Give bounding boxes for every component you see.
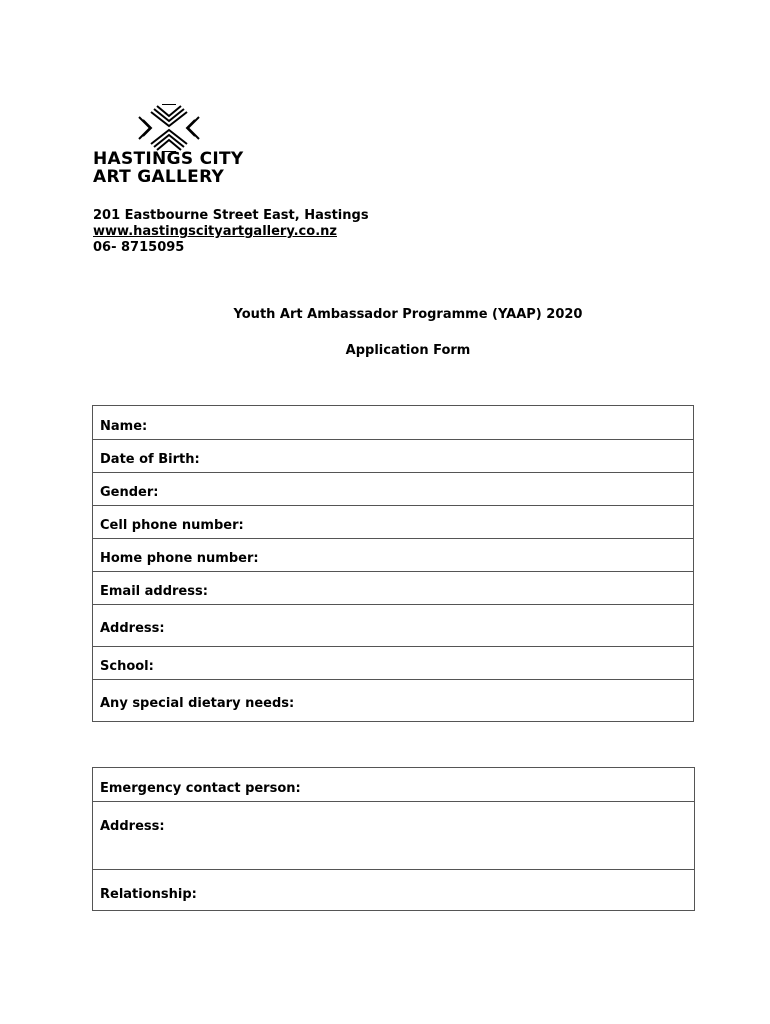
form-subtitle: Application Form <box>345 343 471 358</box>
form-title: Youth Art Ambassador Programme (YAAP) 2020 <box>233 307 583 322</box>
field-label: Name: <box>100 419 148 434</box>
field-label: School: <box>100 659 154 674</box>
field-label: Gender: <box>100 485 159 500</box>
field-label: Cell phone number: <box>100 518 244 533</box>
field-label: Email address: <box>100 584 208 599</box>
field-label: Address: <box>100 819 165 834</box>
form-row-school[interactable] <box>93 646 693 679</box>
field-label: Emergency contact person: <box>100 781 301 796</box>
form-row-date-of-birth[interactable] <box>93 439 693 472</box>
field-label: Home phone number: <box>100 551 259 566</box>
field-label: Address: <box>100 621 165 636</box>
gallery-website-link[interactable]: www.hastingscityartgallery.co.nz <box>93 224 337 239</box>
form-row-relationship[interactable] <box>93 869 694 910</box>
form-row-emergency-contact[interactable] <box>93 768 694 801</box>
gallery-logo-icon <box>136 104 202 152</box>
form-row-name[interactable] <box>93 406 693 439</box>
form-row-email[interactable] <box>93 571 693 604</box>
logo-text-line2: ART GALLERY <box>93 167 225 187</box>
applicant-details-table <box>92 405 694 722</box>
form-row-cell-phone[interactable] <box>93 505 693 538</box>
emergency-contact-table <box>92 767 695 911</box>
contact-block <box>93 208 369 256</box>
form-row-home-phone[interactable] <box>93 538 693 571</box>
field-label: Any special dietary needs: <box>100 696 295 711</box>
logo-text-line1: HASTINGS CITY <box>93 149 244 169</box>
form-row-dietary-needs[interactable] <box>93 679 693 719</box>
form-row-emergency-address[interactable] <box>93 801 694 869</box>
form-row-address[interactable] <box>93 604 693 646</box>
field-label: Relationship: <box>100 887 197 902</box>
field-label: Date of Birth: <box>100 452 200 467</box>
gallery-address: 201 Eastbourne Street East, Hastings <box>93 208 369 223</box>
gallery-phone: 06- 8715095 <box>93 240 185 255</box>
form-row-gender[interactable] <box>93 472 693 505</box>
